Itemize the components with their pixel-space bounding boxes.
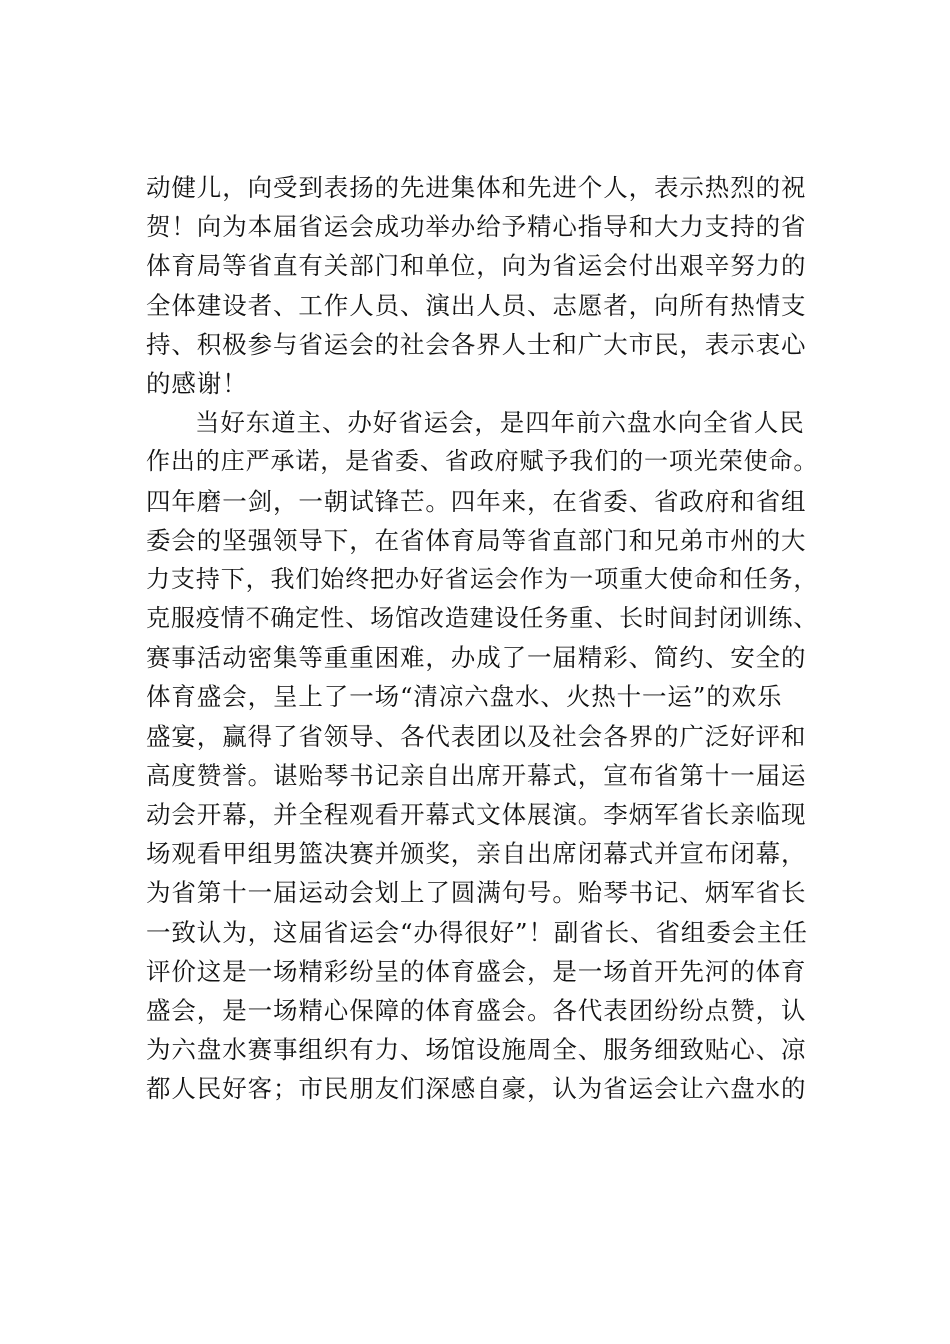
text-line: 一致认为，这届省运会“办得很好”！副省长、省组委会主任: [146, 917, 808, 947]
text-line: 动健儿，向受到表扬的先进集体和先进个人，表示热烈的祝: [146, 173, 807, 202]
text-line: 委会的坚强领导下，在省体育局等省直部门和兄弟市州的大: [146, 525, 807, 555]
text-line: 作出的庄严承诺，是省委、省政府赋予我们的一项光荣使命。: [146, 447, 819, 476]
text-line: 四年磨一剑，一朝试锋芒。四年来，在省委、省政府和省组: [146, 486, 807, 516]
body-text: [146, 168, 819, 1109]
text-line: 为省第十一届运动会划上了圆满句号。贻琴书记、炳军省长: [146, 878, 807, 908]
text-line: 赛事活动密集等重重困难，办成了一届精彩、简约、安全的: [146, 643, 807, 673]
text-line: 全体建设者、工作人员、演出人员、志愿者，向所有热情支: [146, 290, 807, 320]
text-line: 盛会，是一场精心保障的体育盛会。各代表团纷纷点赞，认: [146, 995, 807, 1025]
text-line: 体育局等省直有关部门和单位，向为省运会付出艰辛努力的: [146, 251, 807, 281]
text-line: 克服疫情不确定性、场馆改造建设任务重、长时间封闭训练、: [146, 604, 819, 633]
text-line: 的感谢！: [146, 368, 248, 398]
text-line: 体育盛会，呈上了一场“清凉六盘水、火热十一运”的欢乐: [146, 682, 783, 712]
text-line: 为六盘水赛事组织有力、场馆设施周全、服务细致贴心、凉: [146, 1035, 807, 1065]
text-line: 盛宴，赢得了省领导、各代表团以及社会各界的广泛好评和: [146, 721, 807, 751]
text-line: 场观看甲组男篮决赛并颁奖，亲自出席闭幕式并宣布闭幕，: [146, 839, 807, 869]
text-line: 评价这是一场精彩纷呈的体育盛会，是一场首开先河的体育: [146, 956, 807, 986]
text-line: 持、积极参与省运会的社会各界人士和广大市民，表示衷心: [146, 329, 807, 359]
text-line: 高度赞誉。谌贻琴书记亲自出席开幕式，宣布省第十一届运: [146, 760, 807, 790]
paragraph-first-line: 当好东道主、办好省运会，是四年前六盘水向全省人民: [195, 408, 805, 438]
text-line: 都人民好客；市民朋友们深感自豪，认为省运会让六盘水的: [146, 1074, 807, 1104]
text-line: 动会开幕，并全程观看开幕式文体展演。李炳军省长亲临现: [146, 800, 807, 829]
text-line: 贺！向为本届省运会成功举办给予精心指导和大力支持的省: [146, 212, 807, 242]
text-line: 力支持下，我们始终把办好省运会作为一项重大使命和任务，: [146, 564, 819, 593]
